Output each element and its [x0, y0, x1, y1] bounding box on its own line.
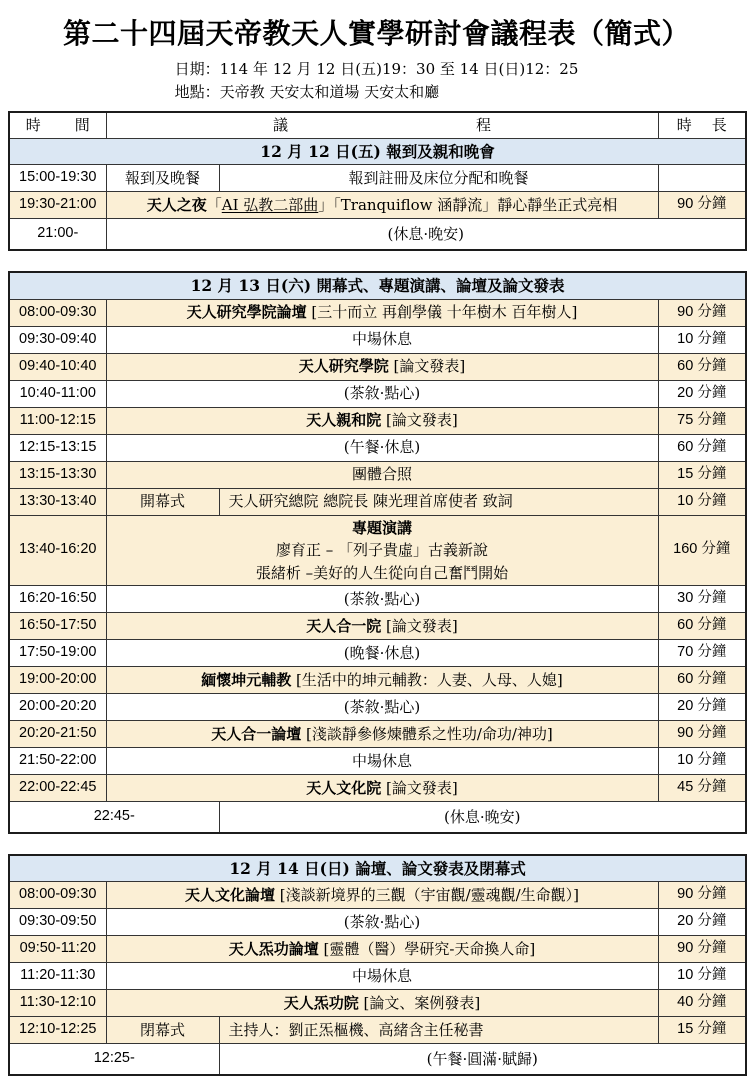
- agenda-cell: [106, 694, 658, 721]
- agenda-text-segment: 專題演講: [351, 518, 412, 537]
- date-line: 日期：114 年 12 月 12 日(五)19：30 至 14 日(日)12：25: [174, 60, 579, 78]
- duration-cell: 10 分鐘: [658, 488, 746, 515]
- time-cell: 16:20-16:50: [9, 586, 106, 613]
- duration-cell: 20 分鐘: [658, 909, 746, 936]
- agenda-text-segment: 主持人：劉正炁樞機、高緒含主任秘書: [228, 1021, 484, 1039]
- time-cell: 13:30-13:40: [9, 488, 106, 515]
- agenda-text-segment: (茶敘·點心): [343, 589, 421, 608]
- time-cell: 22:00-22:45: [9, 775, 106, 802]
- schedule-row: [9, 407, 746, 434]
- column-header-agenda: [106, 112, 658, 139]
- schedule-row: [9, 640, 746, 667]
- agenda-cell: [106, 882, 658, 909]
- agenda-cell: [106, 721, 658, 748]
- schedule-row: [9, 353, 746, 380]
- schedule-row: [9, 165, 746, 192]
- agenda-cell: [106, 909, 658, 936]
- time-cell: 11:30-12:10: [9, 990, 106, 1017]
- agenda-line: [110, 539, 655, 562]
- time-cell: 12:25-: [9, 1044, 219, 1076]
- agenda-section-table: [8, 854, 747, 1076]
- sub-cell: 閉幕式: [106, 1017, 219, 1044]
- header-char: 時: [676, 116, 692, 135]
- time-cell: 08:00-09:30: [9, 299, 106, 326]
- agenda-cell: [106, 775, 658, 802]
- schedule-row: [9, 219, 746, 251]
- column-header-duration: [658, 112, 746, 139]
- agenda-cell: [106, 515, 658, 586]
- agenda-text-segment: [論文、案例發表]: [358, 994, 481, 1012]
- agenda-text-segment: [靈體（醫）學研究-天命換人命]: [318, 940, 536, 958]
- schedule-row: [9, 721, 746, 748]
- agenda-text-segment: [三十而立 再創學儀 十年樹木 百年樹人]: [306, 303, 578, 322]
- schedule-row: [9, 515, 746, 586]
- schedule-row: [9, 694, 746, 721]
- time-cell: 21:00-: [9, 219, 106, 251]
- agenda-cell: [106, 586, 658, 613]
- meta-block: [175, 58, 579, 103]
- schedule-row: [9, 1017, 746, 1044]
- agenda-text-segment: (午餐·圓滿·賦歸): [426, 1050, 538, 1068]
- agenda-cell: [219, 1044, 746, 1076]
- agenda-text-segment: (茶敘·點心): [343, 697, 421, 716]
- time-cell: 17:50-19:00: [9, 640, 106, 667]
- time-cell: 22:45-: [9, 802, 219, 834]
- agenda-cell: [106, 353, 658, 380]
- agenda-section-table: [8, 111, 747, 251]
- agenda-text-segment: [淺談新境界的三觀（宇宙觀/靈魂觀/生命觀）]: [274, 886, 580, 904]
- header-char: 時: [25, 116, 41, 135]
- duration-cell: 60 分鐘: [658, 613, 746, 640]
- schedule-row: [9, 299, 746, 326]
- schedule-row: [9, 936, 746, 963]
- agenda-cell: [106, 219, 746, 251]
- time-cell: 13:40-16:20: [9, 515, 106, 586]
- schedule-row: [9, 748, 746, 775]
- agenda-cell: [106, 613, 658, 640]
- time-cell: 20:00-20:20: [9, 694, 106, 721]
- section-header-row: [9, 272, 746, 299]
- duration-cell: 60 分鐘: [658, 353, 746, 380]
- schedule-row: [9, 192, 746, 219]
- schedule-row: [9, 775, 746, 802]
- page-title: 第二十四屆天帝教天人實學研討會議程表（簡式）: [62, 17, 690, 50]
- duration-cell: 90 分鐘: [658, 936, 746, 963]
- section-header-row: [9, 855, 746, 882]
- time-cell: 11:00-12:15: [9, 407, 106, 434]
- schedule-row: [9, 882, 746, 909]
- agenda-cell: [106, 299, 658, 326]
- agenda-text-segment: (休息·晚安): [387, 225, 464, 243]
- time-cell: 15:00-19:30: [9, 165, 106, 192]
- duration-cell: 60 分鐘: [658, 434, 746, 461]
- time-cell: 16:50-17:50: [9, 613, 106, 640]
- location-line: 地點：天帝教 天安太和道場 天安太和廳: [174, 82, 440, 101]
- agenda-cell: [106, 192, 658, 219]
- agenda-cell: [106, 748, 658, 775]
- agenda-text-segment: 中場休息: [351, 751, 412, 770]
- duration-cell: 15 分鐘: [658, 1017, 746, 1044]
- agenda-cell: [106, 380, 658, 407]
- section-date-header: 12 月 12 日(五) 報到及親和晚會: [9, 139, 746, 165]
- duration-cell: 15 分鐘: [658, 461, 746, 488]
- duration-cell: 40 分鐘: [658, 990, 746, 1017]
- agenda-cell: [106, 461, 658, 488]
- duration-cell: 20 分鐘: [658, 380, 746, 407]
- agenda-text-segment: 天人研究學院論壇: [186, 303, 307, 322]
- duration-cell: 90 分鐘: [658, 192, 746, 219]
- agenda-cell: [106, 963, 658, 990]
- column-header-time: [9, 112, 106, 139]
- schedule-row: [9, 1044, 746, 1076]
- agenda-section-table: [8, 271, 747, 834]
- agenda-cell: [106, 990, 658, 1017]
- agenda-text-segment: [論文發表]: [381, 778, 458, 797]
- agenda-cell: [219, 1017, 658, 1044]
- header-char: 間: [74, 116, 90, 135]
- schedule-row: [9, 909, 746, 936]
- time-cell: 19:30-21:00: [9, 192, 106, 219]
- agenda-text-segment: 天人研究學院: [298, 357, 389, 376]
- time-cell: 10:40-11:00: [9, 380, 106, 407]
- duration-cell: 75 分鐘: [658, 407, 746, 434]
- agenda-text-segment: 廖育正 – 「列子貴虛」古義新說: [275, 541, 489, 559]
- agenda-cell: [106, 936, 658, 963]
- agenda-text-segment: 天人炁功論壇: [228, 940, 319, 958]
- agenda-cell: [219, 802, 746, 834]
- schedule-row: [9, 963, 746, 990]
- column-header-row: [9, 112, 746, 139]
- agenda-text-segment: (晚餐·休息): [343, 643, 421, 662]
- header-char: 長: [711, 116, 727, 135]
- agenda-line: [110, 562, 655, 585]
- duration-cell: 70 分鐘: [658, 640, 746, 667]
- agenda-text-segment: 天人合一論壇: [211, 724, 302, 743]
- time-cell: 13:15-13:30: [9, 461, 106, 488]
- schedule-row: [9, 461, 746, 488]
- agenda-text-segment: (茶敘·點心): [343, 384, 421, 403]
- duration-cell: 160 分鐘: [658, 515, 746, 586]
- agenda-tables: [8, 111, 745, 1076]
- schedule-row: [9, 802, 746, 834]
- header-char: 程: [476, 116, 492, 135]
- agenda-text-segment: 團體合照: [351, 465, 412, 484]
- agenda-text-segment: 天人文化論壇: [184, 886, 275, 904]
- header-char: 議: [272, 116, 288, 135]
- schedule-row: [9, 380, 746, 407]
- agenda-text-segment: [論文發表]: [381, 411, 458, 430]
- agenda-cell: [106, 434, 658, 461]
- time-cell: 09:40-10:40: [9, 353, 106, 380]
- agenda-text-segment: 天人之夜: [146, 196, 207, 214]
- agenda-text-segment: 天人研究總院 總院長 陳光理首席使者 致詞: [228, 492, 513, 511]
- agenda-cell: [106, 640, 658, 667]
- agenda-text-segment: 天人文化院: [306, 778, 382, 797]
- agenda-cell: [106, 407, 658, 434]
- schedule-row: [9, 990, 746, 1017]
- schedule-row: [9, 326, 746, 353]
- sub-cell: 報到及晚餐: [106, 165, 219, 192]
- agenda-text-segment: 張緒析 –美好的人生從向自己奮鬥開始: [255, 563, 509, 582]
- schedule-row: [9, 667, 746, 694]
- duration-cell: [658, 165, 746, 192]
- sub-cell: 開幕式: [106, 488, 219, 515]
- agenda-text-segment: 「: [206, 196, 222, 214]
- agenda-cell: [106, 667, 658, 694]
- time-cell: 12:10-12:25: [9, 1017, 106, 1044]
- agenda-text-segment: [論文發表]: [381, 616, 458, 635]
- schedule-row: [9, 613, 746, 640]
- agenda-text-segment: [淺談靜參修煉體系之性功/命功/神功]: [301, 724, 553, 743]
- agenda-text-segment: 中場休息: [351, 967, 412, 985]
- time-cell: 19:00-20:00: [9, 667, 106, 694]
- duration-cell: 20 分鐘: [658, 694, 746, 721]
- time-cell: 08:00-09:30: [9, 882, 106, 909]
- agenda-text-segment: [論文發表]: [388, 357, 466, 376]
- duration-cell: 90 分鐘: [658, 299, 746, 326]
- agenda-line: [110, 517, 655, 540]
- time-cell: 21:50-22:00: [9, 748, 106, 775]
- time-cell: 20:20-21:50: [9, 721, 106, 748]
- schedule-row: [9, 488, 746, 515]
- time-cell: 09:30-09:40: [9, 326, 106, 353]
- duration-cell: 45 分鐘: [658, 775, 746, 802]
- section-date-header: 12 月 13 日(六) 開幕式、專題演講、論壇及論文發表: [9, 272, 746, 299]
- agenda-text-segment: (休息·晚安): [444, 807, 521, 826]
- section-header-row: [9, 139, 746, 165]
- time-cell: 09:30-09:50: [9, 909, 106, 936]
- agenda-text-segment: 中場休息: [351, 330, 412, 349]
- agenda-text-segment: 緬懷坤元輔教: [201, 670, 292, 689]
- agenda-text-segment: 天人親和院: [306, 411, 382, 430]
- schedule-row: [9, 586, 746, 613]
- agenda-text-segment: 」「Tranquiflow 涵靜流」靜心靜坐正式亮相: [318, 196, 618, 214]
- time-cell: 12:15-13:15: [9, 434, 106, 461]
- agenda-cell: [219, 165, 658, 192]
- duration-cell: 90 分鐘: [658, 721, 746, 748]
- duration-cell: 30 分鐘: [658, 586, 746, 613]
- duration-cell: 10 分鐘: [658, 326, 746, 353]
- duration-cell: 90 分鐘: [658, 882, 746, 909]
- agenda-text-segment: AI 弘教二部曲: [221, 196, 319, 214]
- agenda-text-segment: 報到註冊及床位分配和晚餐: [348, 169, 529, 187]
- duration-cell: 10 分鐘: [658, 963, 746, 990]
- time-cell: 11:20-11:30: [9, 963, 106, 990]
- duration-cell: 60 分鐘: [658, 667, 746, 694]
- schedule-row: [9, 434, 746, 461]
- agenda-text-segment: (茶敘·點心): [343, 913, 421, 931]
- agenda-cell: [219, 488, 658, 515]
- time-cell: 09:50-11:20: [9, 936, 106, 963]
- agenda-text-segment: [生活中的坤元輔教：人妻、人母、人媳]: [291, 670, 563, 689]
- agenda-text-segment: 天人炁功院: [283, 994, 359, 1012]
- agenda-cell: [106, 326, 658, 353]
- agenda-text-segment: 天人合一院: [306, 616, 382, 635]
- section-date-header: 12 月 14 日(日) 論壇、論文發表及閉幕式: [9, 855, 746, 882]
- agenda-text-segment: (午餐·休息): [343, 438, 421, 457]
- duration-cell: 10 分鐘: [658, 748, 746, 775]
